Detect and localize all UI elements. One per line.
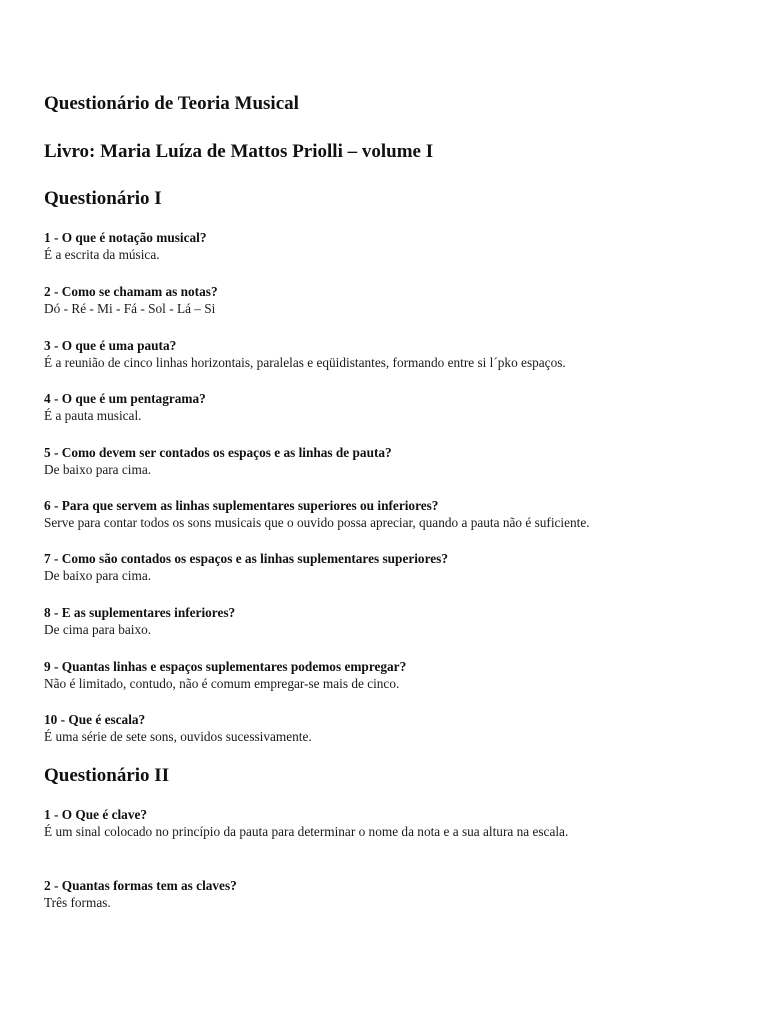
document-title: Questionário de Teoria Musical <box>44 93 299 114</box>
question-text: 2 - Como se chamam as notas? <box>44 284 218 299</box>
section-title: Questionário II <box>44 765 170 786</box>
answer-text: Serve para contar todos os sons musicais que o ouvido possa apreciar, quando a pauta não é suficiente. <box>44 515 590 530</box>
answer-text: Não é limitado, contudo, não é comum empregar-se mais de cinco. <box>44 676 400 691</box>
question-text: 10 - Que é escala? <box>44 712 146 727</box>
question-text: 9 - Quantas linhas e espaços suplementares podemos empregar? <box>44 659 407 674</box>
qa-item <box>44 604 744 638</box>
question-text: 8 - E as suplementares inferiores? <box>44 605 236 620</box>
answer-text: De baixo para cima. <box>44 568 152 583</box>
qa-item <box>44 806 744 840</box>
qa-item <box>44 283 744 317</box>
section-title: Questionário I <box>44 188 162 209</box>
answer-text: É a reunião de cinco linhas horizontais, paralelas e eqüidistantes, formando entre si l´pko espaços. <box>44 355 566 370</box>
answer-text: Dó - Ré - Mi - Fá - Sol - Lá – Si <box>44 301 216 316</box>
question-text: 7 - Como são contados os espaços e as linhas suplementares superiores? <box>44 551 448 566</box>
answer-text: É uma série de sete sons, ouvidos sucessivamente. <box>44 729 312 744</box>
question-text: 5 - Como devem ser contados os espaços e as linhas de pauta? <box>44 445 392 460</box>
qa-item <box>44 229 744 263</box>
question-text: 4 - O que é um pentagrama? <box>44 391 206 406</box>
qa-item <box>44 497 744 531</box>
book-reference: Livro: Maria Luíza de Mattos Priolli – volume I <box>44 141 434 162</box>
answer-text: É a escrita da música. <box>44 247 160 262</box>
question-text: 2 - Quantas formas tem as claves? <box>44 878 237 893</box>
question-text: 3 - O que é uma pauta? <box>44 338 177 353</box>
answer-text: De baixo para cima. <box>44 462 152 477</box>
answer-text: É a pauta musical. <box>44 408 142 423</box>
question-text: 1 - O Que é clave? <box>44 807 148 822</box>
qa-item <box>44 337 744 371</box>
qa-item <box>44 444 744 478</box>
question-text: 1 - O que é notação musical? <box>44 230 207 245</box>
answer-text: Três formas. <box>44 895 111 910</box>
qa-item <box>44 711 744 745</box>
question-text: 6 - Para que servem as linhas suplementares superiores ou inferiores? <box>44 498 439 513</box>
qa-item <box>44 877 744 911</box>
qa-item <box>44 390 744 424</box>
qa-item <box>44 658 744 692</box>
qa-item <box>44 550 744 584</box>
answer-text: É um sinal colocado no princípio da pauta para determinar o nome da nota e a sua altura na escala. <box>44 824 569 839</box>
answer-text: De cima para baixo. <box>44 622 152 637</box>
